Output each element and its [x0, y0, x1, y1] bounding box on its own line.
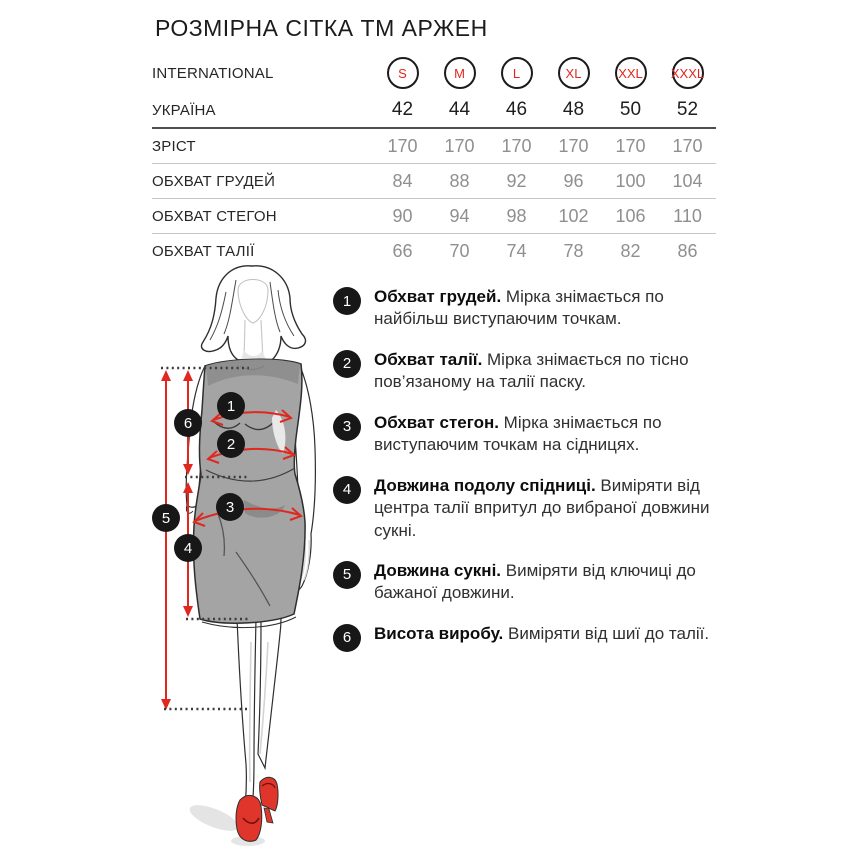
- measurement-figure: [148, 262, 340, 850]
- size-badge: XL: [558, 57, 590, 89]
- value-cell: 170: [444, 135, 475, 156]
- legend-number-badge: 1: [333, 287, 361, 315]
- value-cell: 42: [391, 99, 414, 120]
- value-cell: 70: [449, 240, 470, 261]
- value-cell: 92: [506, 170, 527, 191]
- legend-number-badge: 4: [333, 476, 361, 504]
- size-cell: [602, 57, 659, 89]
- value-cell: 48: [562, 99, 585, 120]
- row-label: ОБХВАТ ГРУДЕЙ: [152, 172, 276, 190]
- figure-marker-6: 6: [183, 415, 193, 432]
- value-cell: 46: [505, 99, 528, 120]
- legend-number-badge: 5: [333, 561, 361, 589]
- legend-item: [333, 623, 725, 652]
- dress: [193, 359, 305, 627]
- value-cell: 170: [387, 135, 418, 156]
- size-badge: L: [501, 57, 533, 89]
- value-cell: 170: [672, 135, 703, 156]
- legend-number-badge: 2: [333, 350, 361, 378]
- value-cell: 100: [615, 170, 646, 191]
- figure-marker-5: 5: [161, 510, 171, 527]
- size-badge: XXL: [615, 57, 647, 89]
- legend-text: Довжина подолу спідниці. Виміряти від центра талії впритул до вибраної довжини сукні.: [374, 475, 710, 540]
- value-cell: 170: [558, 135, 589, 156]
- legend-term: Обхват стегон.: [374, 412, 499, 432]
- size-cell: [545, 57, 602, 89]
- legend-term: Довжина сукні.: [374, 560, 502, 580]
- row-label: УКРАЇНА: [152, 101, 216, 119]
- value-cell: 102: [558, 205, 589, 226]
- value-cell: 82: [620, 240, 641, 261]
- legend-item: [333, 286, 725, 331]
- value-cell: 110: [673, 205, 702, 226]
- value-cell: 94: [449, 205, 470, 226]
- value-cell: 84: [392, 170, 413, 191]
- legend-item: [333, 560, 725, 605]
- size-badge: S: [387, 57, 419, 89]
- value-cell: 98: [506, 205, 527, 226]
- legend-text: Довжина сукні. Виміряти від ключиці до бажаної довжини.: [374, 560, 696, 603]
- size-table: [152, 53, 716, 268]
- legend-item: [333, 412, 725, 457]
- value-cell: 90: [392, 205, 413, 226]
- row-label: ЗРІСТ: [152, 137, 196, 155]
- page-title: РОЗМІРНА СІТКА ТМ АРЖЕН: [155, 15, 488, 41]
- table-row: [152, 198, 716, 233]
- table-row: [152, 127, 716, 163]
- size-cell: [374, 57, 431, 89]
- figure-marker-3: 3: [225, 499, 235, 516]
- legend-text: Обхват стегон. Мірка знімається по виступаючим точкам на сідницях.: [374, 412, 662, 455]
- size-badge: XXXL: [672, 57, 704, 89]
- value-cell: 170: [501, 135, 532, 156]
- table-row: [152, 93, 716, 127]
- measurement-legend: [333, 286, 725, 670]
- size-cell: [488, 57, 545, 89]
- legend-text: Висота виробу. Виміряти від шиї до талії.: [374, 623, 710, 643]
- figure-marker-2: 2: [226, 436, 236, 453]
- size-cell: [431, 57, 488, 89]
- value-cell: 44: [448, 99, 471, 120]
- value-cell: 66: [392, 240, 413, 261]
- legend-term: Довжина подолу спідниці.: [374, 475, 596, 495]
- legend-number-badge: 3: [333, 413, 361, 441]
- size-cell: [659, 57, 716, 89]
- row-label: ОБХВАТ ТАЛІЇ: [152, 242, 255, 260]
- row-label: ОБХВАТ СТЕГОН: [152, 207, 277, 225]
- value-cell: 78: [563, 240, 584, 261]
- value-cell: 74: [506, 240, 527, 261]
- value-cell: 50: [619, 99, 642, 120]
- value-cell: 52: [676, 99, 699, 120]
- legend-text: Обхват талії. Мірка знімається по тісно пов’язаному на талії паску.: [374, 349, 689, 392]
- legend-term: Висота виробу.: [374, 623, 504, 643]
- legend-item: [333, 475, 725, 542]
- value-cell: 96: [563, 170, 584, 191]
- value-cell: 170: [615, 135, 646, 156]
- woman-figure-illustration: [148, 262, 340, 850]
- table-row: [152, 163, 716, 198]
- legend-item: [333, 349, 725, 394]
- value-cell: 106: [615, 205, 646, 226]
- size-badge: M: [444, 57, 476, 89]
- figure-marker-4: 4: [183, 540, 193, 557]
- legend-term: Обхват талії.: [374, 349, 483, 369]
- table-row: [152, 53, 716, 93]
- legend-number-badge: 6: [333, 624, 361, 652]
- value-cell: 86: [677, 240, 698, 261]
- legend-text: Обхват грудей. Мірка знімається по найбільш виступаючим точкам.: [374, 287, 664, 329]
- legend-term: Обхват грудей.: [374, 287, 502, 306]
- red-heels: [236, 777, 278, 841]
- figure-marker-1: 1: [226, 398, 236, 415]
- row-label: INTERNATIONAL: [152, 64, 274, 82]
- value-cell: 104: [672, 170, 703, 191]
- value-cell: 88: [449, 170, 470, 191]
